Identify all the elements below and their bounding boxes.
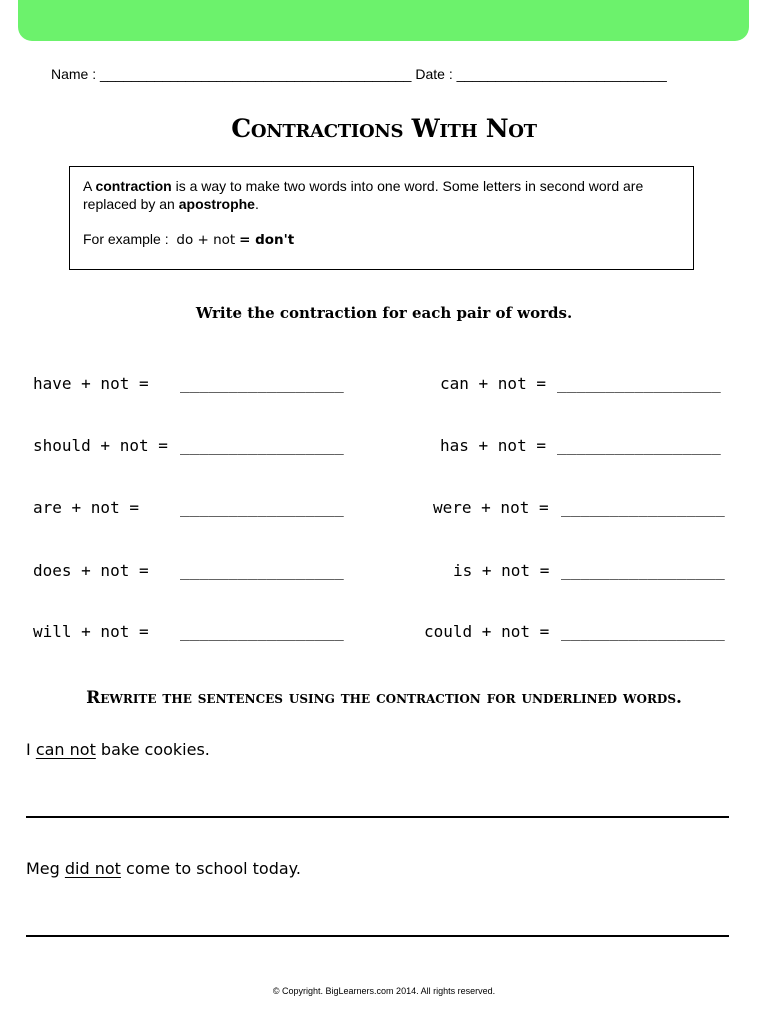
right-blank-4[interactable]: _________________ [561, 561, 725, 580]
right-blank-2[interactable]: _________________ [557, 436, 721, 455]
date-blank[interactable]: ___________________________ [456, 66, 667, 82]
example-label: For example : [83, 231, 169, 247]
left-blank-2[interactable]: _________________ [180, 436, 344, 455]
left-pair-3 [33, 498, 139, 517]
sentence-1 [26, 740, 210, 759]
pair-expression: could + not = [424, 622, 550, 641]
pair-expression: is + not = [453, 561, 550, 580]
left-blank-5[interactable]: _________________ [180, 622, 344, 641]
instruction-pairs: Write the contraction for each pair of words. [195, 304, 573, 322]
answer-line-2[interactable] [26, 935, 729, 937]
name-date-row [51, 66, 667, 82]
term-apostrophe: apostrophe [178, 196, 255, 212]
date-label: Date : [415, 66, 453, 82]
left-pair-2 [33, 436, 168, 455]
left-blank-3[interactable]: _________________ [180, 498, 344, 517]
answer-line-1[interactable] [26, 816, 729, 818]
right-blank-5[interactable]: _________________ [561, 622, 725, 641]
sentence-2 [26, 859, 301, 878]
instruction-rewrite: Rewrite the sentences using the contraction for underlined words. [86, 688, 682, 708]
underlined-words: did not [64, 859, 121, 878]
left-pair-1 [33, 374, 149, 393]
right-pair-3 [433, 498, 549, 517]
left-blank-4[interactable]: _________________ [180, 561, 344, 580]
sentence-after: come to school today. [120, 859, 301, 878]
example-result: = don't [239, 232, 295, 248]
pair-expression: have + not = [33, 374, 149, 393]
right-pair-5 [424, 622, 549, 641]
sentence-before: I [26, 740, 36, 759]
definition-text [83, 177, 693, 213]
pair-expression: can + not = [440, 374, 546, 393]
name-blank[interactable]: ________________________________________ [100, 66, 412, 82]
right-pair-1 [440, 374, 546, 393]
definition-box [69, 166, 694, 270]
left-pair-5 [33, 622, 149, 641]
header-banner [18, 0, 749, 41]
pair-expression: will + not = [33, 622, 149, 641]
sentence-after: bake cookies. [95, 740, 210, 759]
right-blank-1[interactable]: _________________ [557, 374, 721, 393]
pair-expression: has + not = [440, 436, 546, 455]
worksheet-title: Contractions With Not [231, 114, 537, 143]
pair-expression: should + not = [33, 436, 168, 455]
right-blank-3[interactable]: _________________ [561, 498, 725, 517]
term-contraction: contraction [95, 178, 172, 194]
right-pair-4 [453, 561, 549, 580]
definition-middle: is a way to make two words into one word. Some letters in second word are replaced by an [83, 178, 644, 212]
pair-expression: does + not = [33, 561, 149, 580]
copyright-footer: © Copyright. BigLearners.com 2014. All rights reserved. [272, 986, 496, 996]
definition-prefix: A [83, 178, 96, 194]
left-blank-1[interactable]: _________________ [180, 374, 344, 393]
left-pair-4 [33, 561, 149, 580]
example-expression: do + not [176, 232, 236, 248]
pair-expression: were + not = [433, 498, 549, 517]
example-line [83, 230, 693, 249]
pair-expression: are + not = [33, 498, 139, 517]
name-label: Name : [51, 66, 97, 82]
underlined-words: can not [35, 740, 96, 759]
right-pair-2 [440, 436, 546, 455]
definition-end: . [254, 196, 259, 212]
sentence-before: Meg [26, 859, 65, 878]
